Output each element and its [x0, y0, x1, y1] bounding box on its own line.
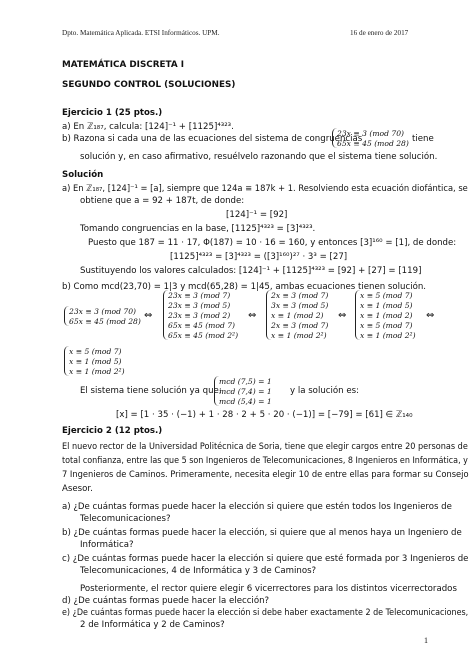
system-b-eq-5: 65x ≡ 45 (mod 2²) — [168, 331, 239, 340]
document-subtitle: SEGUNDO CONTROL (SOLUCIONES) — [62, 80, 236, 90]
exercise-1-part-b-line2: solución y, en caso afirmativo, resuélvelo razonando que el sistema tiene solución. — [80, 152, 438, 162]
solution-b-line2-end: y la solución es: — [290, 386, 359, 396]
exercise-1-heading: Ejercicio 1 (25 ptos.) — [62, 108, 163, 118]
document-title: MATEMÁTICA DISCRETA I — [62, 60, 184, 70]
system-d-eq-3: x ≡ 1 (mod 2) — [360, 311, 413, 320]
exercise-2-text-1: El nuevo rector de la Universidad Politécnica de Soria, tiene que elegir cargos entre 20 personas de — [62, 442, 468, 452]
system-b-eq-2: 23x ≡ 3 (mod 5) — [168, 301, 231, 310]
system-e-eq-3: x ≡ 1 (mod 2²) — [69, 367, 125, 376]
exercise-2-question-c-2: Telecomunicaciones, 4 de Informática y 3 de Caminos? — [80, 566, 317, 576]
system-f-eq-3: mcd (5,4) = 1 — [219, 397, 272, 406]
solution-heading: Solución — [62, 170, 104, 180]
exercise-2-text-4: Asesor. — [62, 484, 93, 494]
exercise-2-question-a-1: a) ¿De cuántas formas puede hacer la elección si quiere que estén todos los Ingenieros de — [62, 502, 452, 512]
system-b-eq-1: 23x ≡ 3 (mod 7) — [168, 291, 231, 300]
solution-a-line1: a) En ℤ₁₈₇, [124]⁻¹ = [a], siempre que 124a ≡ 187k + 1. Resolviendo esta ecuación diofántica, se — [62, 184, 468, 194]
solution-a-result1: [124]⁻¹ = [92] — [226, 210, 288, 220]
exercise-1-part-b-line1: b) Razona si cada una de las ecuaciones del sistema de congruencias — [62, 134, 363, 144]
solution-a-line2: obtiene que a = 92 + 187t, de donde: — [80, 196, 245, 206]
exercise-1-part-b-end: tiene — [412, 134, 434, 144]
system-a-eq-1: 23x ≡ 3 (mod 70) — [69, 307, 137, 316]
exercise-2-question-e-1: e) ¿De cuántas formas puede hacer la elección si debe haber exactamente 2 de Telecomunicaciones, — [62, 608, 469, 618]
equivalence-arrow: ⇔ — [248, 310, 257, 321]
exercise-2-text-2: total confianza, entre las que 5 son Ingenieros de Telecomunicaciones, 8 Ingenieros en Informática, y — [62, 456, 468, 466]
system-d-eq-5: x ≡ 1 (mod 2²) — [360, 331, 416, 340]
system-d-eq-2: x ≡ 1 (mod 5) — [360, 301, 413, 310]
system-b-eq-3: 23x ≡ 3 (mod 2) — [168, 311, 231, 320]
header-right: 16 de enero de 2017 — [350, 29, 409, 37]
exercise-2-question-c-1: c) ¿De cuántas formas puede hacer la elección si quiere que esté formada por 3 Ingenieros de — [62, 554, 469, 564]
system-e-eq-2: x ≡ 1 (mod 5) — [69, 357, 122, 366]
system-d-eq-4: x ≡ 5 (mod 7) — [360, 321, 413, 330]
system-a-eq-2: 65x ≡ 45 (mod 28) — [69, 317, 141, 326]
system-b-eq-4: 65x ≡ 45 (mod 7) — [168, 321, 236, 330]
exercise-2-question-e-2: 2 de Informática y 2 de Caminos? — [80, 620, 225, 630]
exercise-1-part-a: a) En ℤ₁₈₇, calcula: [124]⁻¹ + [1125]⁴³²³. — [62, 122, 234, 132]
system-c-eq-1: 2x ≡ 3 (mod 7) — [271, 291, 329, 300]
system-f-eq-2: mcd (7,4) = 1 — [219, 387, 272, 396]
solution-a-line4: Tomando congruencias en la base, [1125]⁴³²³ = [3]⁴³²³. — [80, 224, 316, 234]
equivalence-arrow: ⇔ — [144, 310, 153, 321]
system-f-eq-1: mcd (7,5) = 1 — [219, 377, 272, 386]
system-eq-1: 23x ≡ 3 (mod 70) — [337, 129, 405, 138]
exercise-2-question-b-2: Informática? — [80, 540, 134, 550]
header-left: Dpto. Matemática Aplicada. ETSI Informáticos. UPM. — [62, 29, 220, 37]
exercise-2-text-5: Posteriormente, el rector quiere elegir 6 vicerrectores para los distintos vicerrectorados — [80, 584, 457, 594]
page-number: 1 — [424, 636, 428, 645]
exercise-2-question-d: d) ¿De cuántas formas puede hacer la elección? — [62, 596, 270, 606]
equivalence-arrow: ⇔ — [426, 310, 435, 321]
exercise-2-text-3: 7 Ingenieros de Caminos. Primeramente, necesita elegir 10 de entre ellas para formar su Consejo — [62, 470, 469, 480]
solution-a-line5: Puesto que 187 = 11 · 17, Φ(187) = 10 · 16 = 160, y entonces [3]¹⁶⁰ = [1], de donde: — [88, 238, 457, 248]
system-c-eq-4: 2x ≡ 3 (mod 7) — [271, 321, 329, 330]
system-e-eq-1: x ≡ 5 (mod 7) — [69, 347, 122, 356]
solution-b-line1: b) Como mcd(23,70) = 1|3 y mcd(65,28) = 1|45, ambas ecuaciones tienen solución. — [62, 282, 427, 292]
exercise-2-heading: Ejercicio 2 (12 ptos.) — [62, 426, 163, 436]
system-c-eq-2: 3x ≡ 3 (mod 5) — [271, 301, 329, 310]
exercise-2-question-b-1: b) ¿De cuántas formas puede hacer la elección, si quiere que al menos haya un Ingeniero de — [62, 528, 462, 538]
equivalence-arrow: ⇔ — [338, 310, 347, 321]
solution-b-line2: El sistema tiene solución ya que: — [80, 386, 222, 396]
system-d-eq-1: x ≡ 5 (mod 7) — [360, 291, 413, 300]
solution-a-line6: [1125]⁴³²³ = [3]⁴³²³ = ([3]¹⁶⁰)²⁷ · 3³ = [27] — [170, 252, 348, 262]
system-eq-2: 65x ≡ 45 (mod 28) — [337, 139, 409, 148]
system-c-eq-5: x ≡ 1 (mod 2²) — [271, 331, 327, 340]
solution-b-result: [x] = [1 · 35 · (−1) + 1 · 28 · 2 + 5 · 20 · (−1)] = [−79] = [61] ∈ ℤ₁₄₀ — [116, 410, 413, 420]
solution-a-line7: Sustituyendo los valores calculados: [124]⁻¹ + [1125]⁴³²³ = [92] + [27] = [119] — [80, 266, 422, 276]
system-c-eq-3: x ≡ 1 (mod 2) — [271, 311, 324, 320]
exercise-2-question-a-2: Telecomunicaciones? — [80, 514, 171, 524]
